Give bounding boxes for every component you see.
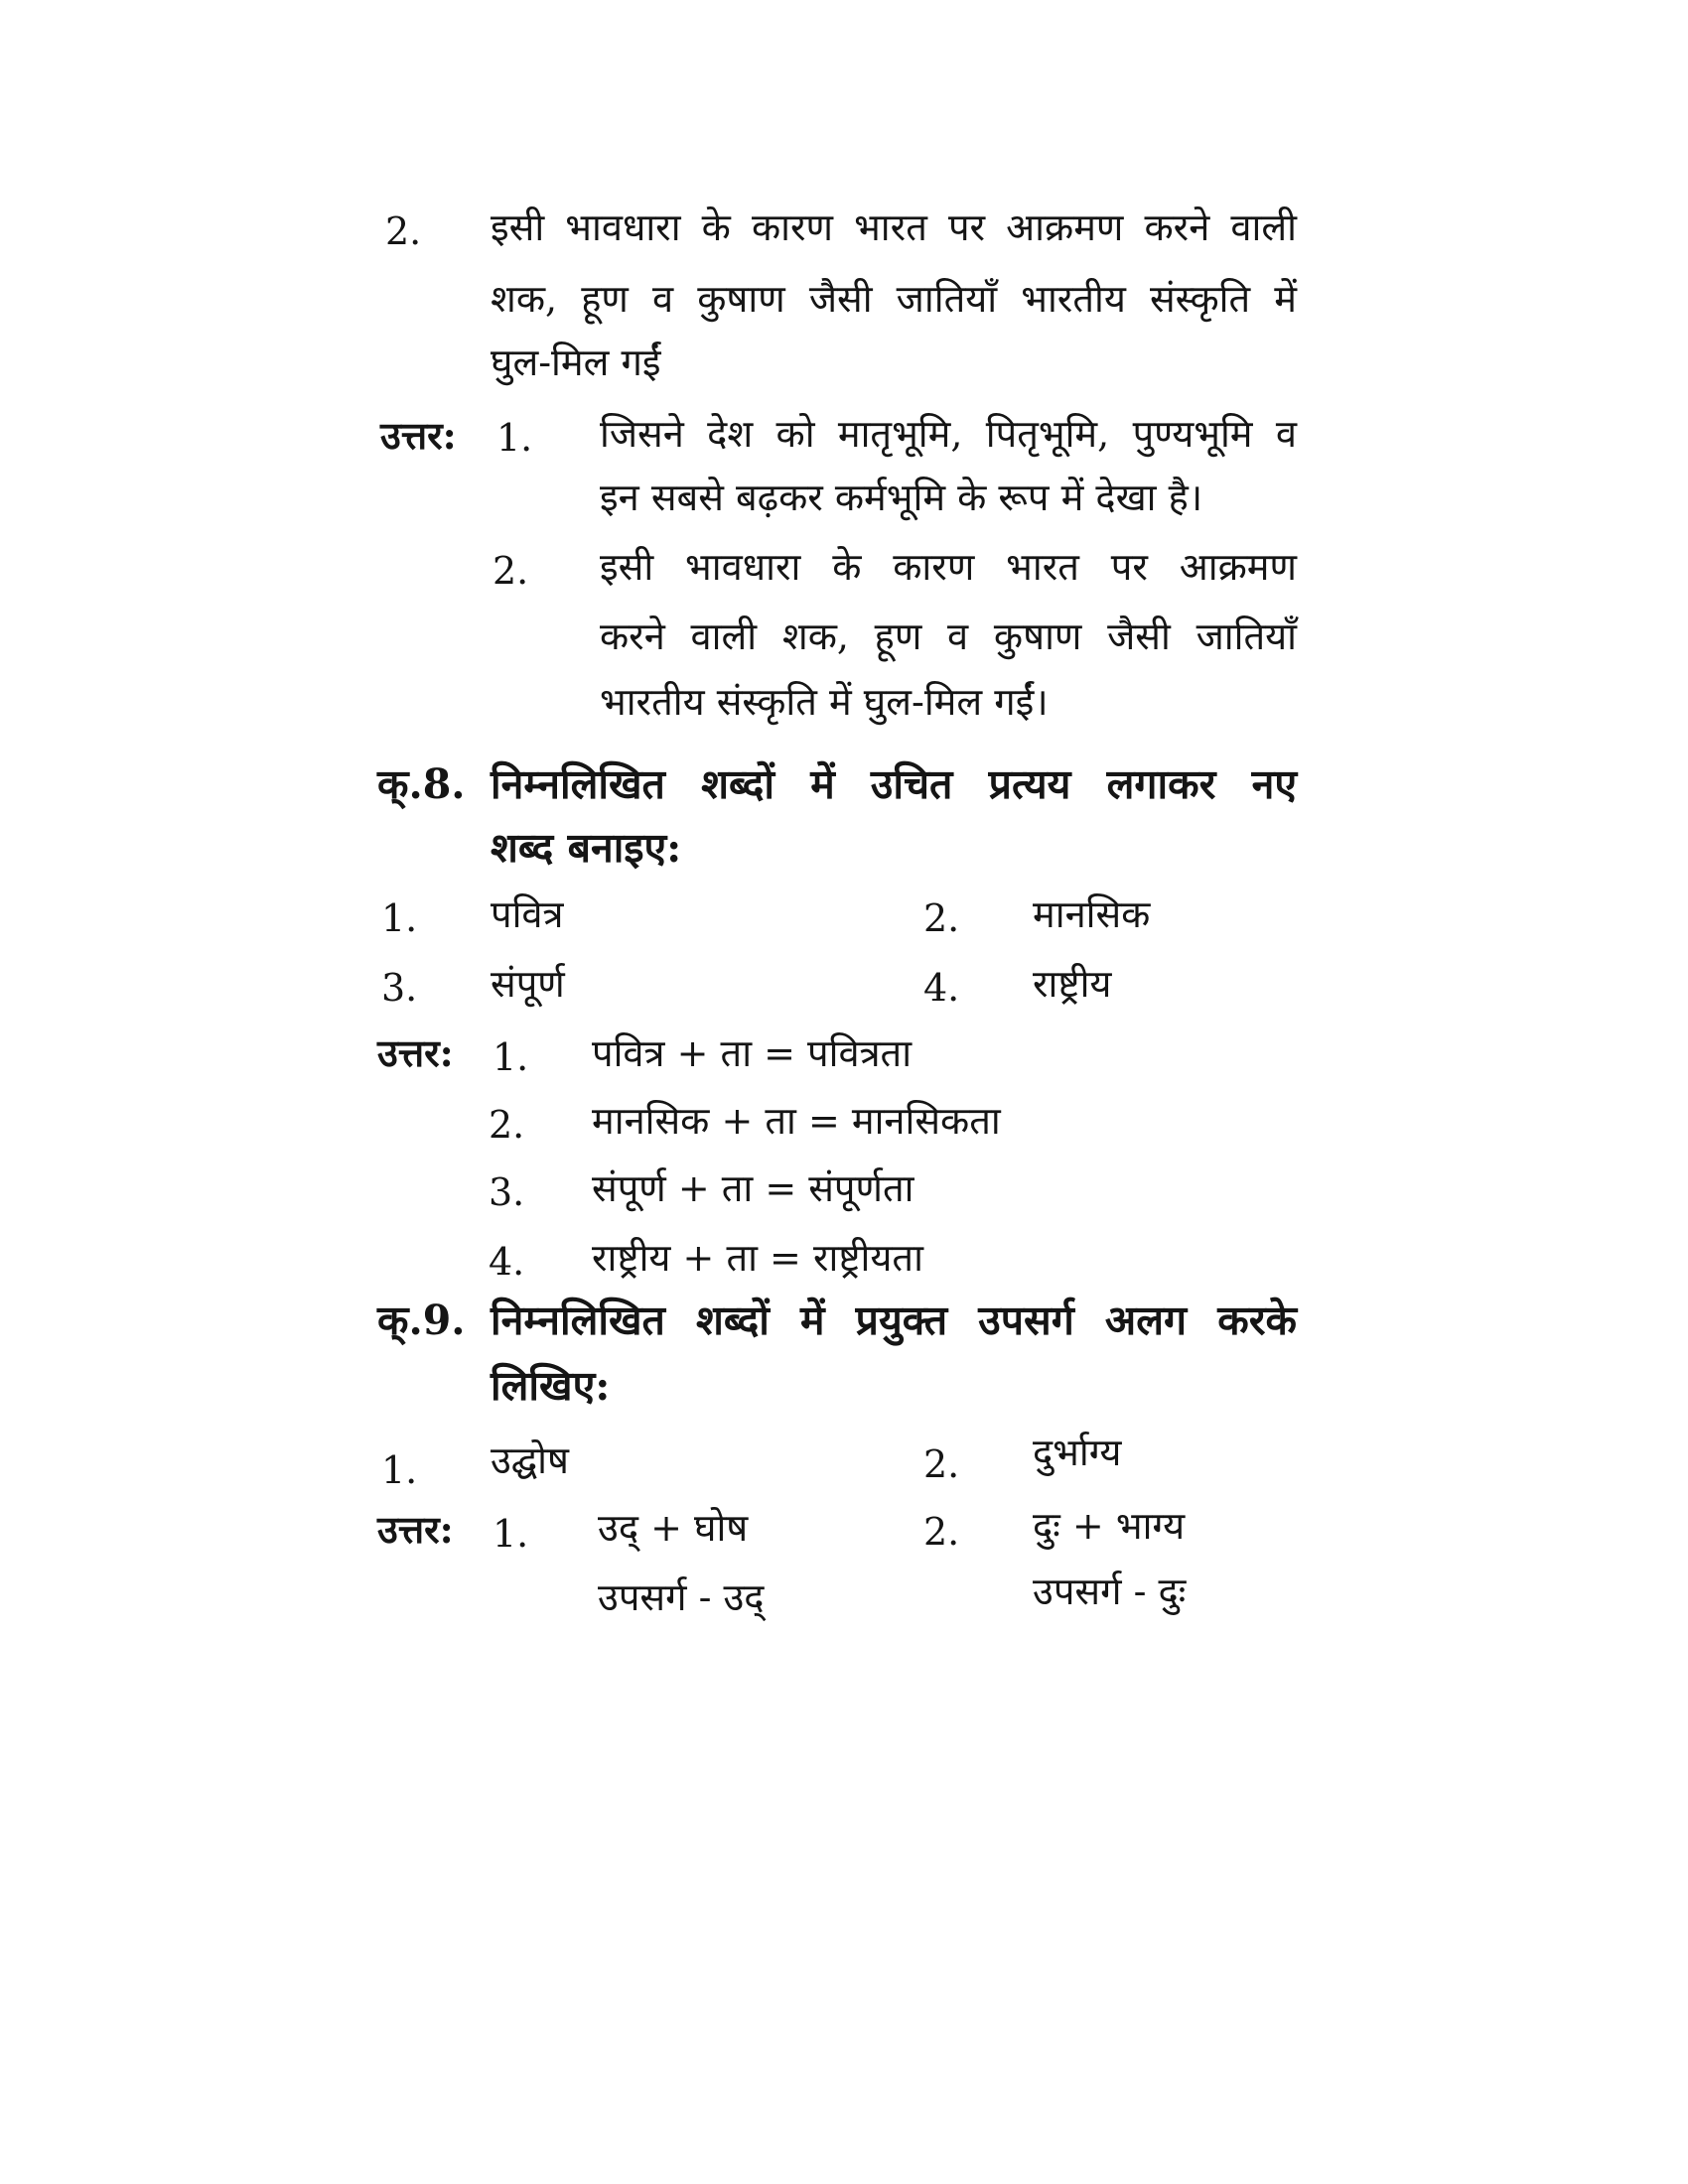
q9-line-2: लिखिए: xyxy=(491,1362,611,1410)
prev-question-line-3: घुल-मिल गईं xyxy=(491,341,661,384)
q8-word-2: मानसिक xyxy=(1033,892,1151,936)
q9-word-2: दुर्भाग्य xyxy=(1033,1431,1122,1474)
prev-answer-2-number: 2. xyxy=(492,549,529,593)
q8-word-1: पवित्र xyxy=(491,892,564,936)
q8-word-4: राष्ट्रीय xyxy=(1033,962,1112,1006)
q9-number: क्.9. xyxy=(377,1297,466,1344)
q8-answer-1-number: 1. xyxy=(492,1035,529,1079)
prev-answer-2-line-2: करने वाली शक, हूण व कुषाण जैसी जातियाँ xyxy=(600,614,1297,658)
q9-line-1: निम्नलिखित शब्दों में प्रयुक्त उपसर्ग अलग करके xyxy=(491,1297,1297,1344)
prev-answer-label: उत्तर: xyxy=(380,413,457,458)
q9-word-1: उद्घोष xyxy=(491,1438,569,1482)
q9-answer-label: उत्तर: xyxy=(377,1507,454,1552)
q9-answer-2-split: दुः + भाग्य xyxy=(1033,1504,1186,1548)
q8-word-4-number: 4. xyxy=(923,966,960,1010)
q9-answer-1-split: उद् + घोष xyxy=(598,1506,749,1550)
q9-answer-2-number: 2. xyxy=(923,1510,960,1554)
prev-question-line-2: शक, हूण व कुषाण जैसी जातियाँ भारतीय संस्कृति में xyxy=(491,277,1297,321)
q8-word-2-number: 2. xyxy=(923,896,960,940)
q8-answer-2-number: 2. xyxy=(489,1103,525,1147)
q9-answer-2-prefix: उपसर्ग - दुः xyxy=(1033,1570,1187,1613)
q9-answer-1-number: 1. xyxy=(492,1512,529,1556)
prev-answer-1-line-2: इन सबसे बढ़कर कर्मभूमि के रूप में देखा है। xyxy=(600,476,1203,519)
q8-number: क्.8. xyxy=(377,760,466,808)
prev-question-number: 2. xyxy=(385,209,422,253)
q9-word-1-number: 1. xyxy=(381,1448,418,1492)
q8-word-3-number: 3. xyxy=(381,966,418,1010)
prev-answer-1-number: 1. xyxy=(496,416,533,460)
prev-answer-1-line-1: जिसने देश को मातृभूमि, पितृभूमि, पुण्यभूमि व xyxy=(600,412,1297,456)
q9-answer-1-prefix: उपसर्ग - उद् xyxy=(598,1575,765,1619)
prev-answer-2-line-3: भारतीय संस्कृति में घुल-मिल गईं। xyxy=(600,680,1049,724)
q8-line-2: शब्द बनाइए: xyxy=(491,824,682,872)
prev-question-line-1: इसी भावधारा के कारण भारत पर आक्रमण करने वाली xyxy=(491,205,1297,249)
q8-answer-3-number: 3. xyxy=(489,1170,525,1214)
q8-answer-4: राष्ट्रीय + ता = राष्ट्रीयता xyxy=(592,1236,923,1280)
q8-answer-1: पवित्र + ता = पवित्रता xyxy=(592,1031,913,1075)
q8-answer-3: संपूर्ण + ता = संपूर्णता xyxy=(592,1166,914,1210)
q8-answer-4-number: 4. xyxy=(489,1240,525,1284)
q8-word-1-number: 1. xyxy=(381,896,418,940)
q8-answer-label: उत्तर: xyxy=(377,1030,454,1075)
q8-answer-2: मानसिक + ता = मानसिकता xyxy=(592,1099,1001,1143)
q8-line-1: निम्नलिखित शब्दों में उचित प्रत्यय लगाकर नए xyxy=(491,760,1297,808)
prev-answer-2-line-1: इसी भावधारा के कारण भारत पर आक्रमण xyxy=(600,545,1297,589)
q8-word-3: संपूर्ण xyxy=(491,962,565,1006)
q9-word-2-number: 2. xyxy=(923,1442,960,1486)
